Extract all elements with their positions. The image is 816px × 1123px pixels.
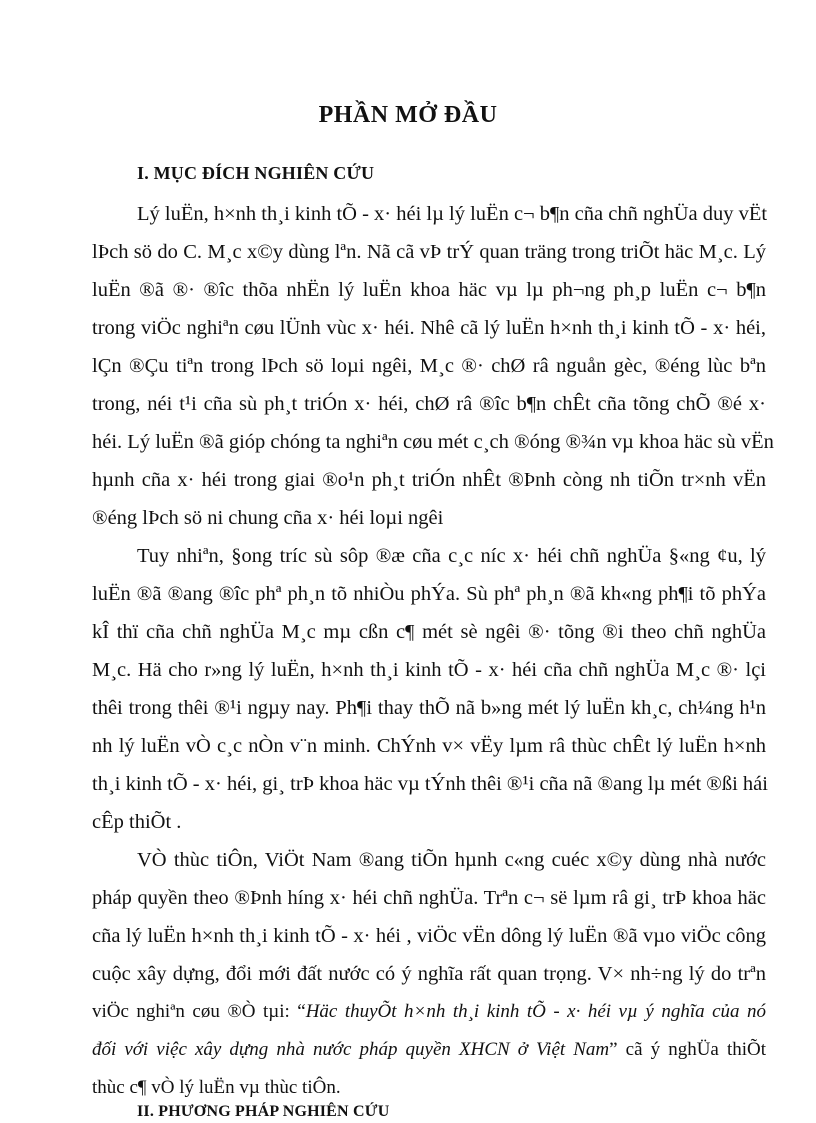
- paragraph-line: lÞch sö do C. M¸c x©y dùng lªn. Nã cã vÞ trÝ quan träng trong triÕt häc M¸c. Lý: [92, 241, 766, 263]
- section-heading-purpose: I. MỤC ĐÍCH NGHIÊN CỨU: [137, 163, 375, 183]
- paragraph-line: ®éng lÞch sö ni chung cña x· héi loµi ngêi: [92, 507, 444, 529]
- paragraph-line: hµnh cña x· héi trong giai ®o¹n ph¸t triÓn nhÊt ®Þnh còng nh tiÕn tr×nh vËn: [92, 469, 766, 491]
- paragraph-line: kÎ thï cña chñ nghÜa M¸c mµ cßn c¶ mét sè ngêi ®· tõng ®i theo chñ nghÜa: [92, 621, 766, 643]
- paragraph-line: cÊp thiÕt .: [92, 811, 182, 833]
- paragraph-line: luËn ®ã ®· ®îc thõa nhËn lý luËn khoa häc vµ lµ ph¬ng ph¸p luËn c¬ b¶n: [92, 279, 766, 301]
- paragraph-line: cuộc xây dựng, đổi mới đất nước có ý nghĩa rất quan trọng. V× nh÷ng lý do trªn: [92, 963, 766, 985]
- paragraph-line: M¸c. Hä cho r»ng lý luËn, h×nh th¸i kinh tÕ - x· héi cña chñ nghÜa M¸c ®· lçi: [92, 659, 766, 681]
- paragraph-line: cña lý luËn h×nh th¸i kinh tÕ - x· héi , viÖc vËn dông lý luËn ®ã vµo viÖc công: [92, 925, 766, 947]
- paragraph-line: đối với việc xây dựng nhà nước pháp quyền XHCN ở Việt Nam” cã ý nghÜa thiÕt: [92, 1039, 767, 1060]
- paragraph-line: viÖc nghiªn cøu ®Ò tµi: “Häc thuyÕt h×nh th¸i kinh tÕ - x· héi vµ ý nghĩa của nó: [92, 1001, 766, 1022]
- paragraph-line: pháp quyền theo ®Þnh híng x· héi chñ nghÜa. Trªn c¬ së lµm râ gi¸ trÞ khoa häc: [92, 887, 766, 909]
- topic-title-italic: Häc thuyÕt h×nh th¸i kinh tÕ - x· héi vµ ý nghĩa của nó: [305, 1001, 766, 1022]
- section-heading-method: II. PHƯƠNG PHÁP NGHIÊN CỨU: [137, 1103, 390, 1120]
- paragraph-line: trong viÖc nghiªn cøu lÜnh vùc x· héi. Nhê cã lý luËn h×nh th¸i kinh tÕ - x· héi,: [92, 317, 766, 339]
- paragraph-line: nh lý luËn vÒ c¸c nÒn v¨n minh. ChÝnh v× vËy lµm râ thùc chÊt lý luËn h×nh: [92, 735, 766, 757]
- paragraph-line: thêi trong thêi ®¹i ngµy nay. Ph¶i thay thÕ nã b»ng mét lý luËn kh¸c, ch¼ng h¹n: [92, 697, 766, 719]
- paragraph-line: Tuy nhiªn, §ong tríc sù sôp ®æ cña c¸c níc x· héi chñ nghÜa §«ng ¢u, lý: [137, 545, 766, 567]
- paragraph-line: héi. Lý luËn ®ã gióp chóng ta nghiªn cøu mét c¸ch ®óng ®¾n vµ khoa häc sù vËn: [92, 431, 774, 453]
- page-title: PHẦN MỞ ĐẦU: [318, 102, 498, 128]
- paragraph-line: trong, néi t¹i cña sù ph¸t triÓn x· héi, chØ râ ®îc b¶n chÊt cña tõng chÕ ®é x·: [92, 393, 766, 415]
- paragraph-line: lÇn ®Çu tiªn trong lÞch sö loµi ngêi, M¸c ®· chØ râ nguån gèc, ®éng lùc bªn: [92, 355, 766, 377]
- paragraph-line: th¸i kinh tÕ - x· héi, gi¸ trÞ khoa häc vµ tÝnh thêi ®¹i cña nã ®ang lµ mét ®ßi hái: [92, 773, 768, 795]
- paragraph-line: VÒ thùc tiÔn, ViÖt Nam ®ang tiÕn hµnh c«ng cuéc x©y dùng nhà nước: [137, 849, 766, 871]
- topic-title-italic: đối với việc xây dựng nhà nước pháp quyền XHCN ở Việt Nam: [92, 1039, 610, 1060]
- paragraph-line: thùc c¶ vÒ lý luËn vµ thùc tiÔn.: [92, 1077, 341, 1098]
- paragraph-line: Lý luËn, h×nh th¸i kinh tÕ - x· héi lµ lý luËn c¬ b¶n cña chñ nghÜa duy vËt: [137, 203, 768, 225]
- paragraph-line: luËn ®ã ®ang ®îc phª ph¸n tõ nhiÒu phÝa. Sù phª ph¸n ®ã kh«ng ph¶i tõ phÝa: [92, 583, 766, 605]
